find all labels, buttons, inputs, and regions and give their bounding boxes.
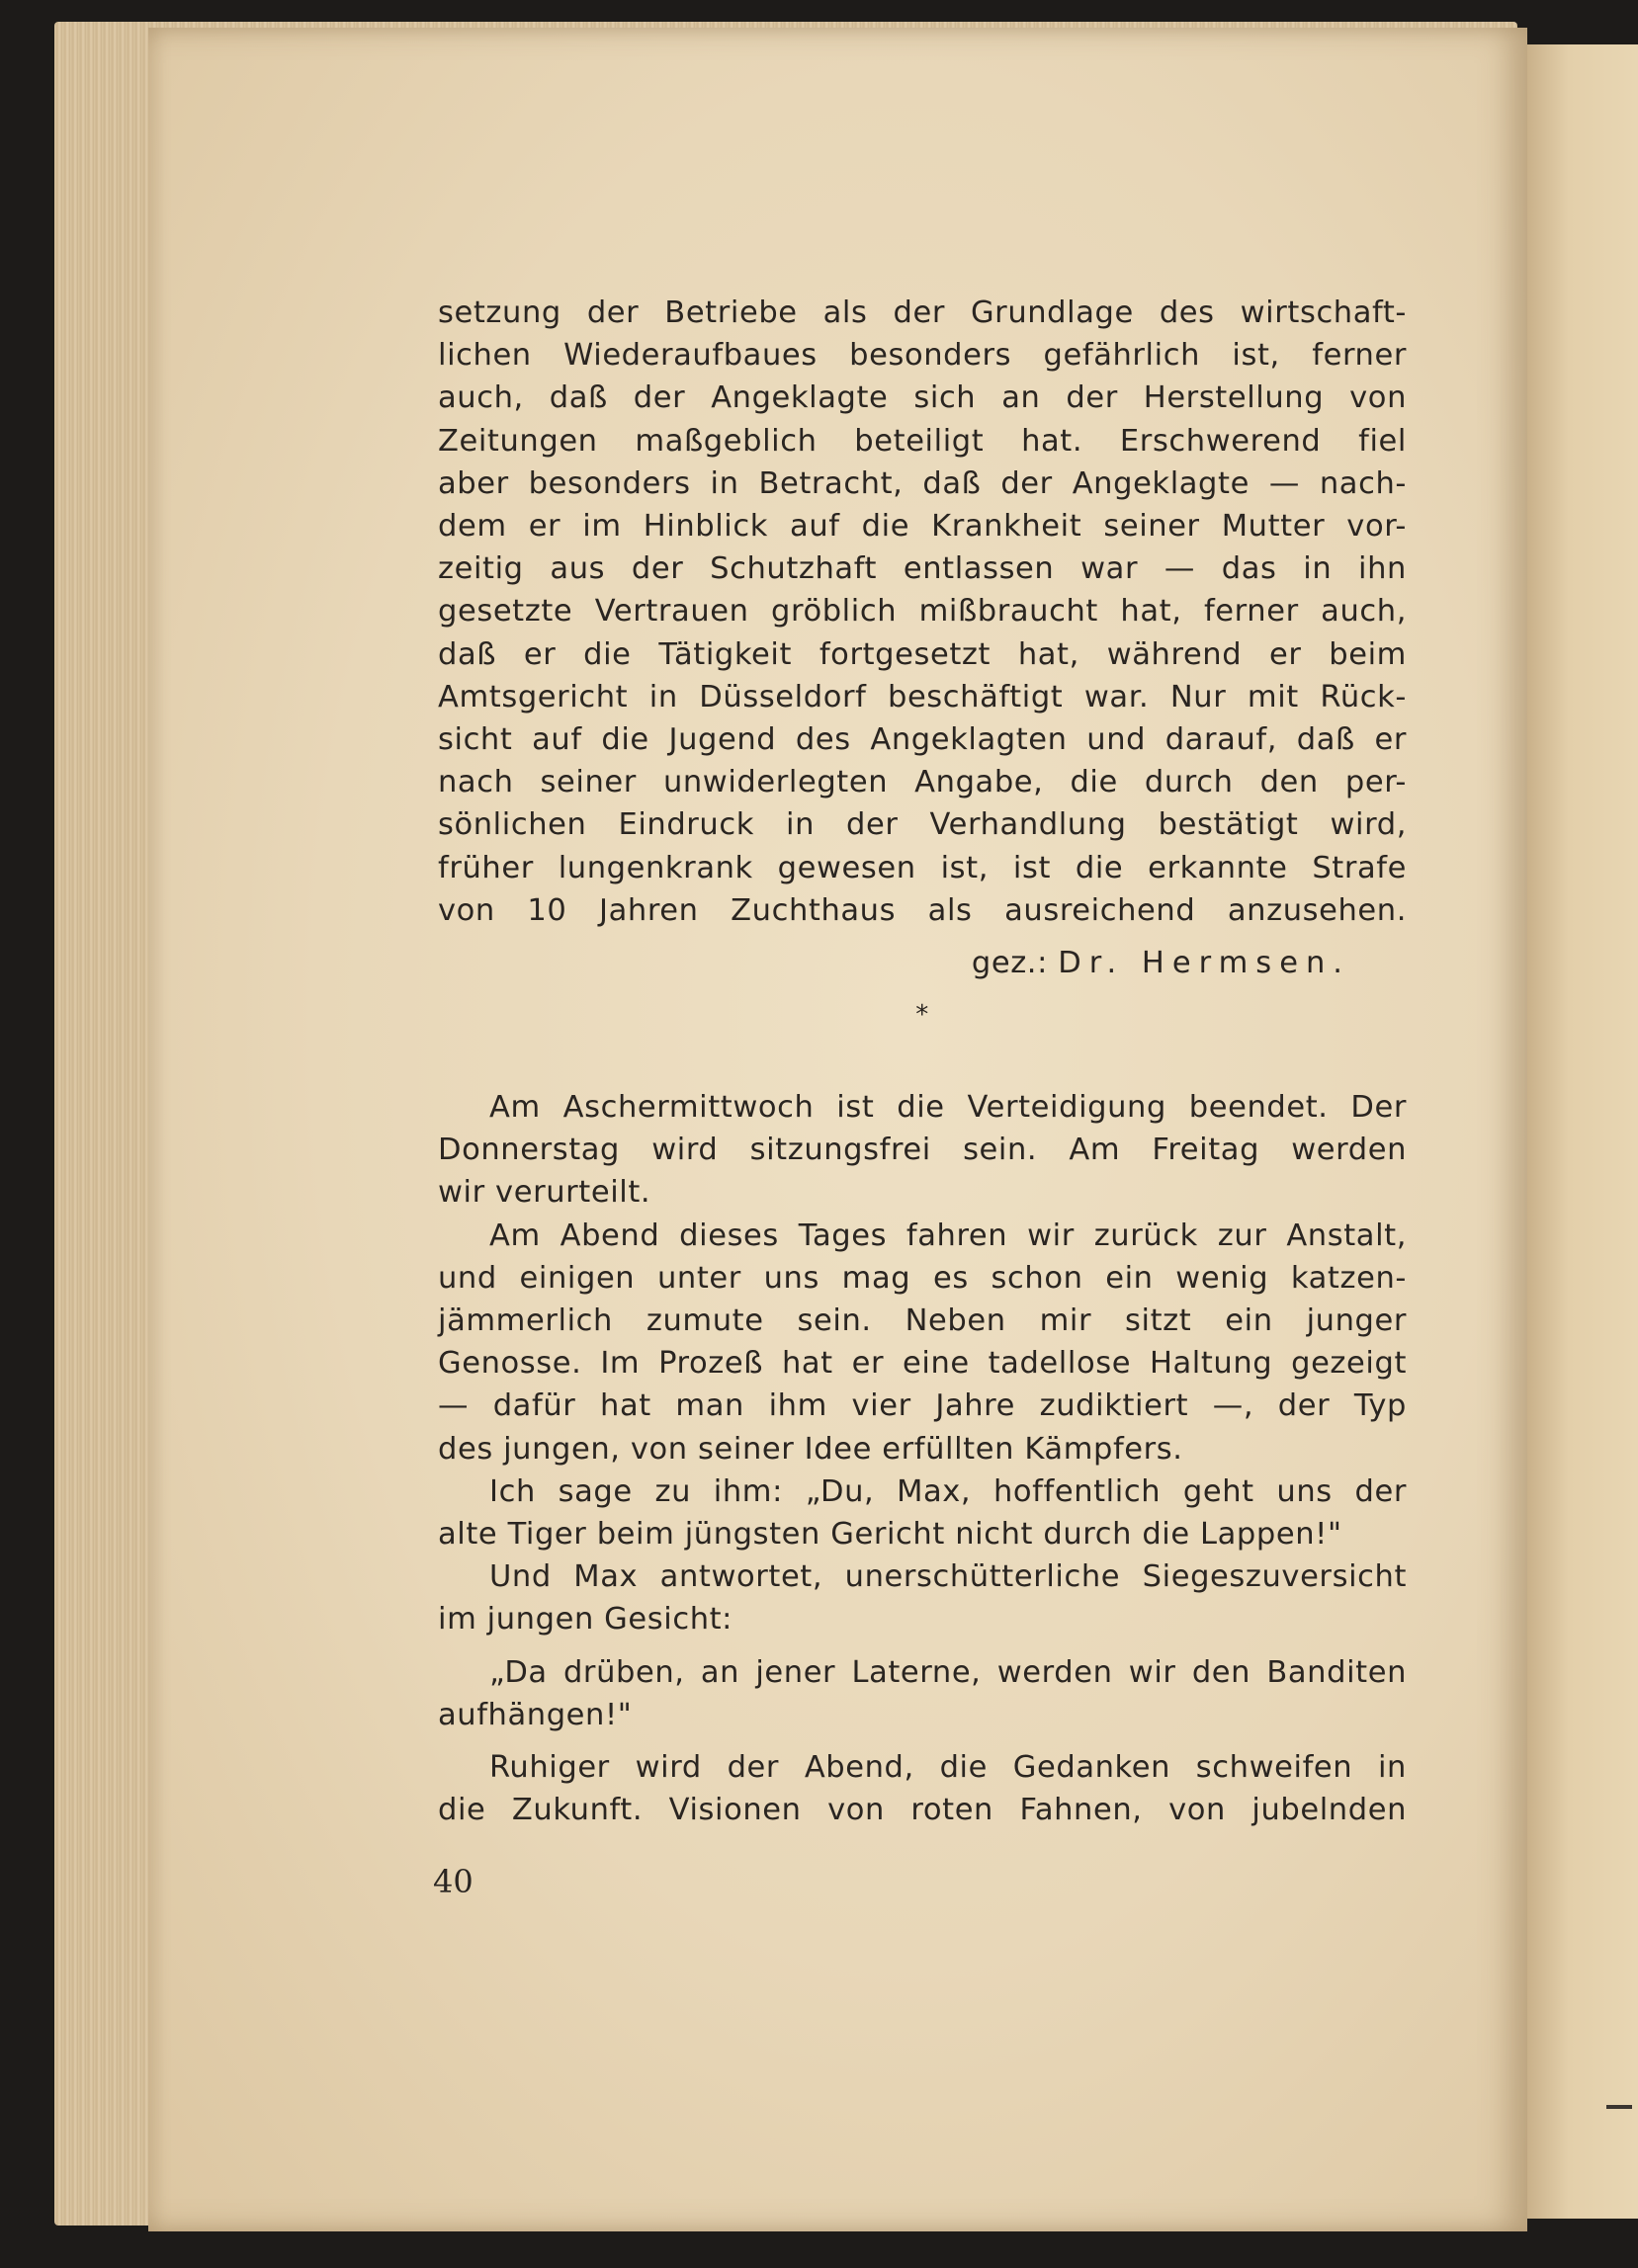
text-line: sicht auf die Jugend des Angeklagten und darauf, daß er xyxy=(438,722,1407,758)
paragraph xyxy=(438,1086,1407,1215)
margin-mark xyxy=(1606,2105,1632,2109)
text-line: alte Tiger beim jüngsten Gericht nicht durch die Lappen!" xyxy=(438,1517,1342,1553)
text-line: die Zukunft. Visionen von roten Fahnen, von jubelnden xyxy=(438,1793,1407,1828)
text-line: sönlichen Eindruck in der Verhandlung bestätigt wird, xyxy=(438,807,1407,843)
text-line: Genosse. Im Prozeß hat er eine tadellose Haltung gezeigt xyxy=(438,1346,1407,1382)
text-line: — dafür hat man ihm vier Jahre zudiktiert —, der Typ xyxy=(438,1388,1407,1424)
text-line: Ich sage zu ihm: „Du, Max, hoffentlich geht uns der xyxy=(489,1473,1407,1509)
text-line: im jungen Gesicht: xyxy=(438,1602,733,1638)
text-line: Und Max antwortet, unerschütterliche Siegeszuversicht xyxy=(489,1559,1407,1595)
paragraph xyxy=(438,1651,1407,1736)
text-line: wir verurteilt. xyxy=(438,1175,651,1211)
text-line: Ruhiger wird der Abend, die Gedanken schweifen in xyxy=(489,1750,1407,1786)
text-line: des jungen, von seiner Idee erfüllten Kämpfers. xyxy=(438,1431,1183,1467)
signature-name: Dr. Hermsen. xyxy=(1058,946,1350,981)
text-line: auch, daß der Angeklagte sich an der Herstellung von xyxy=(438,380,1407,416)
text-line: „Da drüben, an jener Laterne, werden wir den Banditen xyxy=(489,1654,1407,1690)
paragraph-verdict xyxy=(438,292,1407,932)
paragraph xyxy=(438,1746,1407,1831)
text-line: dem er im Hinblick auf die Krankheit seiner Mutter vor- xyxy=(438,509,1407,545)
paragraph xyxy=(438,1215,1407,1470)
text-line: setzung der Betriebe als der Grundlage des wirtschaft- xyxy=(438,295,1407,330)
text-line: und einigen unter uns mag es schon ein wenig katzen- xyxy=(438,1260,1407,1296)
paragraph xyxy=(438,1555,1407,1640)
text-line: Am Aschermittwoch ist die Verteidigung beendet. Der xyxy=(489,1090,1407,1126)
text-line: aber besonders in Betracht, daß der Angeklagte — nach- xyxy=(438,465,1407,501)
text-line: nach seiner unwiderlegten Angabe, die durch den per- xyxy=(438,765,1407,800)
text-line: Am Abend dieses Tages fahren wir zurück zur Anstalt, xyxy=(489,1218,1407,1253)
page-number: 40 xyxy=(433,1863,474,1900)
text-line: gesetzte Vertrauen gröblich mißbraucht hat, ferner auch, xyxy=(438,594,1407,630)
signature xyxy=(438,942,1407,984)
text-line: jämmerlich zumute sein. Neben mir sitzt ein junger xyxy=(438,1303,1407,1339)
text-line: daß er die Tätigkeit fortgesetzt hat, während er beim xyxy=(438,636,1407,672)
page-text xyxy=(438,292,1407,1832)
text-line: Amtsgericht in Düsseldorf beschäftigt war. Nur mit Rück- xyxy=(438,679,1407,714)
text-line: Zeitungen maßgeblich beteiligt hat. Erschwerend fiel xyxy=(438,423,1407,459)
text-line: lichen Wiederaufbaues besonders gefährlich ist, ferner xyxy=(438,338,1407,374)
signature-prefix: gez.: xyxy=(971,946,1048,981)
text-line: Donnerstag wird sitzungsfrei sein. Am Freitag werden xyxy=(438,1133,1407,1168)
adjacent-page xyxy=(1522,44,1638,2219)
text-line: aufhängen!" xyxy=(438,1697,633,1732)
text-line: früher lungenkrank gewesen ist, ist die erkannte Strafe xyxy=(438,850,1407,885)
text-line: zeitig aus der Schutzhaft entlassen war — das in ihn xyxy=(438,551,1407,587)
text-line: von 10 Jahren Zuchthaus als ausreichend anzusehen. xyxy=(438,892,1407,928)
paragraph xyxy=(438,1470,1407,1555)
section-separator: * xyxy=(915,1000,929,1031)
